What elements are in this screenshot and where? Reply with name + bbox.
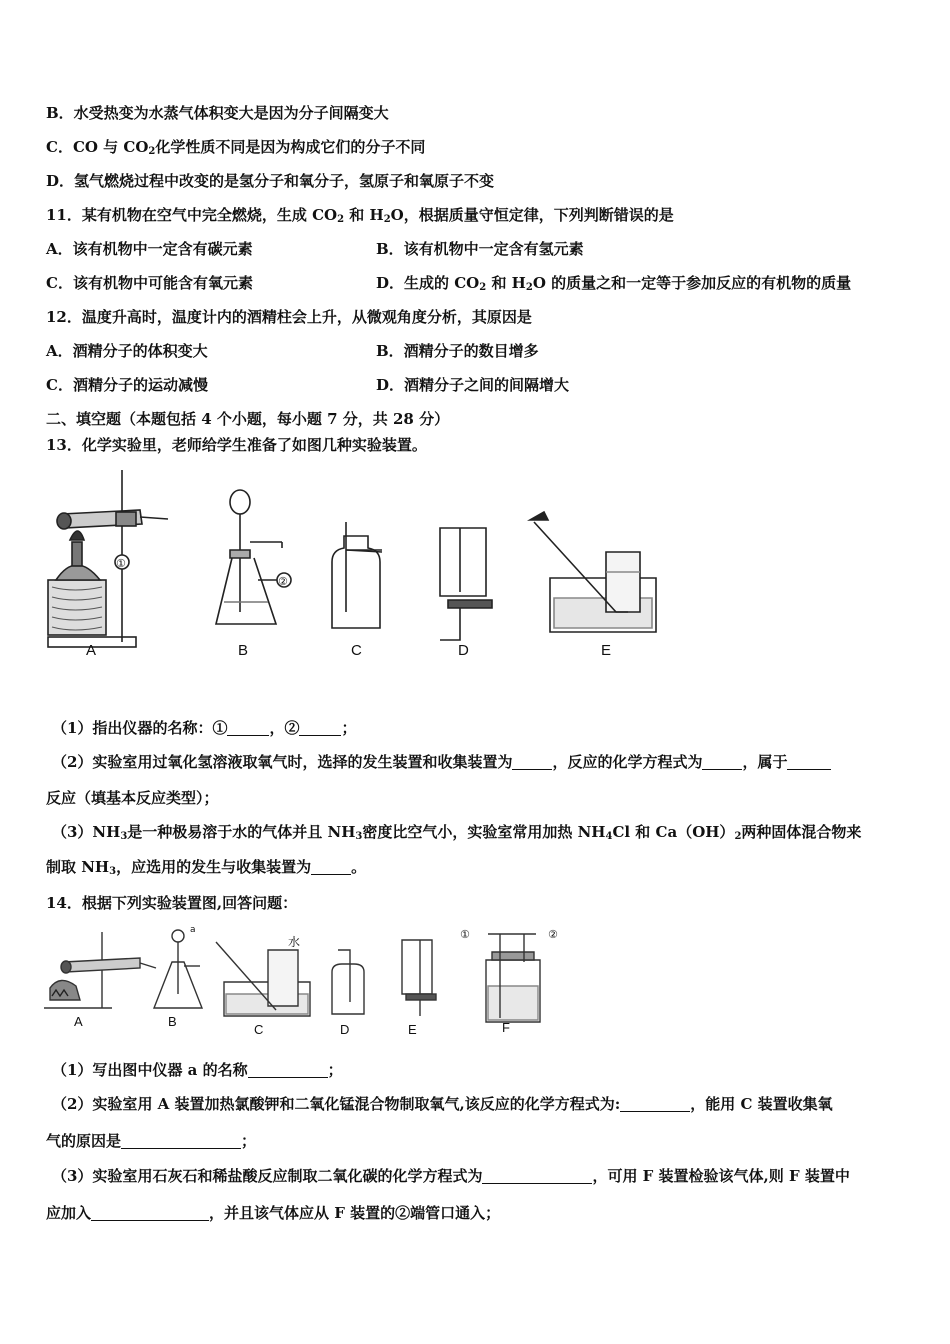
answer-blank[interactable] [512,753,552,770]
apparatus-e [530,512,656,632]
q12-option-b: B．酒精分子的数目增多 [376,342,539,360]
answer-blank[interactable] [248,1061,328,1078]
apparatus-c [332,522,382,628]
q13-label-d: D [458,642,469,659]
label-water: 水 [288,935,301,949]
q13-part-2: （2）实验室用过氧化氢溶液取氧气时，选择的发生装置和收集装置为 ，反应的化学方程式为 ，属于 [52,752,831,772]
q13-label-e: E [601,642,612,659]
q11-option-c: C．该有机物中可能含有氧元素 [46,274,253,292]
q14-part-2-cont: 气的原因是 ； [46,1132,257,1150]
q13-part-2-cont: 反应（填基本反应类型）； [46,789,219,807]
answer-blank[interactable] [620,1095,690,1112]
q14-label-b: B [168,1014,177,1029]
answer-blank[interactable] [311,858,351,875]
q13-label-b: B [238,642,249,659]
label-circle-2: ② [548,928,558,941]
apparatus-e [402,940,436,1016]
q13-part-3-cont: 制取 $NH_3$，应选用的发生与收集装置为 。 [46,858,367,877]
answer-blank[interactable] [702,753,742,770]
apparatus-c [216,934,310,1016]
answer-blank[interactable] [227,719,269,736]
q13-label-c: C [351,642,362,659]
q13-label-a: A [86,642,97,659]
label-circle-1: ① [460,928,470,941]
q14-part-2: （2）实验室用 A 装置加热氯酸钾和二氧化锰混合物制取氧气,该反应的化学方程式为: ，能用 C 装置收集氧 [52,1095,833,1113]
q14-apparatus-figure [40,922,570,1042]
q11-option-b: B．该有机物中一定含有氢元素 [376,240,584,258]
q12-option-d: D．酒精分子之间的间隔增大 [376,376,570,394]
q10-option-b: B．水受热变为水蒸气体积变大是因为分子间隔变大 [46,104,389,122]
q10-option-c: C．CO 与 $CO_2$化学性质不同是因为构成它们的分子不同 [46,138,426,157]
q14-label-d: D [340,1022,350,1037]
q12-option-c: C．酒精分子的运动减慢 [46,376,208,394]
answer-blank[interactable] [482,1167,592,1184]
q11-option-d: D．生成的 $CO_2$ 和 $H_2O$ 的质量之和一定等于参加反应的有机物的质量 [376,274,852,293]
answer-blank[interactable] [91,1204,209,1221]
q12-stem: 12．温度升高时，温度计内的酒精柱会上升，从微观角度分析，其原因是 [46,308,532,326]
q14-label-c: C [254,1022,264,1037]
q14-part-3-cont: 应加入 ，并且该气体应从 F 装置的②端管口通入； [46,1204,501,1222]
apparatus-b [216,490,291,624]
answer-blank[interactable] [787,753,831,770]
section-heading: 二、填空题（本题包括 4 个小题，每小题 7 分，共 28 分） [46,410,450,428]
q14-part-1: （1）写出图中仪器 a 的名称 ； [52,1061,343,1079]
q13-stem: 13．化学实验里，老师给学生准备了如图几种实验装置。 [46,436,427,454]
q10-option-d: D．氢气燃烧过程中改变的是氢分子和氧分子，氢原子和氧原子不变 [46,172,495,190]
q13-part-1: （1）指出仪器的名称：① ，② ； [52,719,357,737]
apparatus-b [154,925,202,1008]
q13-apparatus-figure [40,462,680,662]
q14-label-a: A [74,1014,83,1029]
label-circle-1: ① [116,557,126,570]
q14-stem: 14．根据下列实验装置图,回答问题： [46,894,298,912]
apparatus-d [440,528,492,640]
apparatus-f [460,928,558,1022]
apparatus-a [44,932,156,1008]
q12-option-a: A．酒精分子的体积变大 [46,342,208,360]
q14-label-e: E [408,1022,417,1037]
answer-blank[interactable] [121,1132,241,1149]
apparatus-d [332,950,364,1014]
q13-part-3: $(3)NH_3$是一种极易溶于水的气体并且 $NH_3$密度比空气小，实验室常用加热 $NH_4Cl$ 和 $Ca(OH)_2$两种固体混合物来 [52,823,862,842]
label-a: a [190,925,196,935]
q14-part-3: （3）实验室用石灰石和稀盐酸反应制取二氧化碳的化学方程式为 ，可用 F 装置检验该气体,则 F 装置中 [52,1167,850,1185]
answer-blank[interactable] [299,719,341,736]
label-circle-2: ② [278,575,288,588]
q11-stem: 11．某有机物在空气中完全燃烧，生成 $CO_2$ 和 $H_2O$，根据质量守恒定律，下列判断错误的是 [46,206,674,225]
q14-label-f: F [502,1020,510,1035]
apparatus-a [48,470,168,647]
q11-option-a: A．该有机物中一定含有碳元素 [46,240,253,258]
